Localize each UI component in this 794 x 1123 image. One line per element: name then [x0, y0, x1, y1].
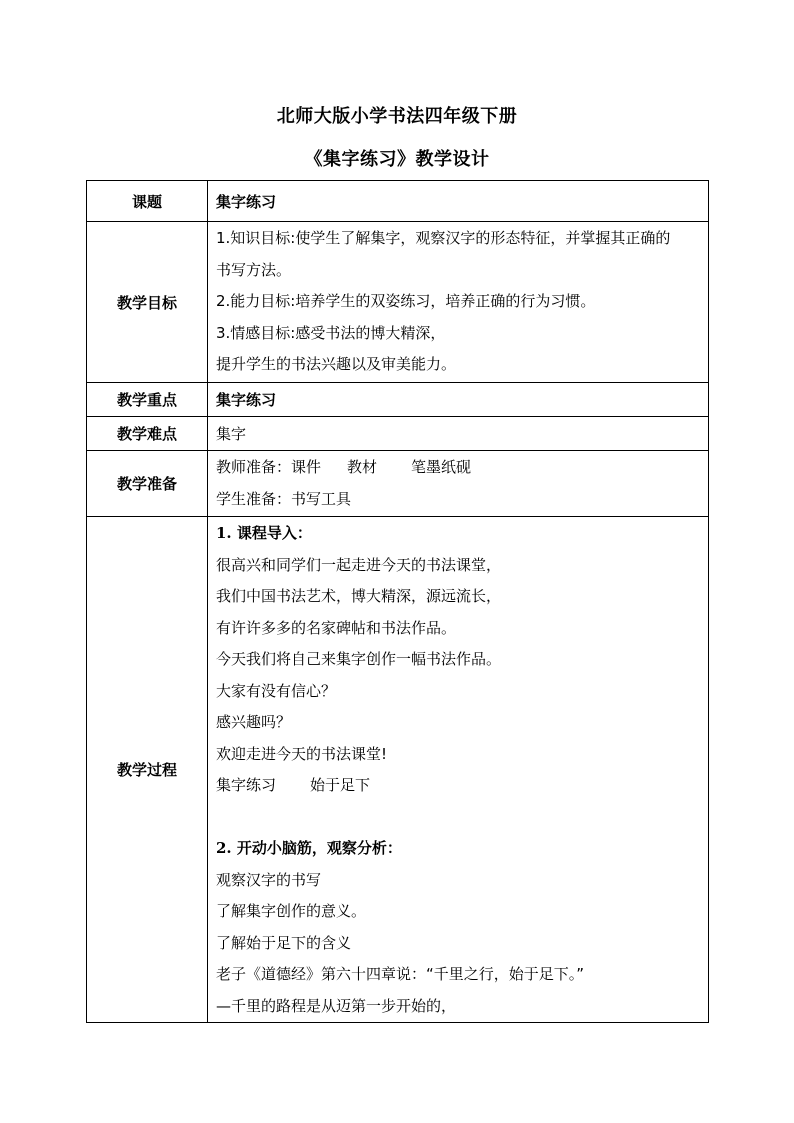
difficulty-value: 集字: [208, 417, 709, 451]
goal-line: 书写方法。: [216, 260, 292, 279]
goal-line: 3.情感目标:感受书法的博大精深，: [216, 323, 446, 342]
process-phrase: 集字练习: [216, 776, 277, 794]
teacher-prep-item: 笔墨纸砚: [411, 458, 472, 476]
table-row-topic: [87, 181, 709, 222]
document-title: 北师大版小学书法四年级下册: [276, 106, 518, 127]
process-phrase: 始于足下: [310, 776, 371, 794]
process-line: 了解集字创作的意义。: [216, 902, 367, 920]
teacher-prep-line: [216, 452, 704, 484]
document-subtitle: 《集字练习》教学设计: [304, 149, 490, 170]
topic-label: 课题: [87, 181, 208, 222]
table-row-goals: [87, 222, 709, 383]
student-prep-line: 学生准备：书写工具: [216, 489, 352, 508]
teacher-prep-prefix: 教师准备：: [216, 458, 292, 476]
process-line: 感兴趣吗？: [216, 713, 292, 731]
process-line: —千里的路程是从迈第一步开始的，: [216, 996, 457, 1015]
process-line: 欢迎走进今天的书法课堂!: [216, 744, 388, 763]
process-line: 我们中国书法艺术，博大精深，源远流长，: [216, 587, 502, 605]
process-line: 老子《道德经》第六十四章说：“千里之行，始于足下。”: [216, 965, 585, 983]
table-row-process: [87, 517, 709, 1023]
goals-label: 教学目标: [87, 222, 208, 383]
process-line: 观察汉字的书写: [216, 870, 322, 889]
lesson-plan-table: [86, 180, 709, 1023]
goal-line: 2.能力目标:培养学生的双姿练习，培养正确的行为习惯。: [216, 292, 596, 311]
table-row-key-point: [87, 383, 709, 417]
goal-line: 提升学生的书法兴趣以及审美能力。: [216, 355, 457, 374]
process-line: [216, 770, 704, 802]
process-content: [208, 517, 709, 1023]
process-line: 了解始于足下的含义: [216, 933, 352, 952]
key-point-value: 集字练习: [208, 383, 709, 417]
section-heading: 1. 课程导入：: [216, 524, 312, 542]
difficulty-label: 教学难点: [87, 417, 208, 451]
process-line: 大家有没有信心？: [216, 681, 337, 700]
teacher-prep-item: 课件: [291, 458, 322, 476]
topic-value: 集字练习: [208, 181, 709, 222]
section-heading: 2. 开动小脑筋，观察分析：: [216, 839, 402, 857]
goal-line: 1.知识目标:使学生了解集字，观察汉字的形态特征，并掌握其正确的: [216, 229, 671, 248]
table-row-preparation: [87, 451, 709, 517]
key-point-label: 教学重点: [87, 383, 208, 417]
preparation-content: [208, 451, 709, 517]
process-label: 教学过程: [87, 517, 208, 1023]
goals-content: [208, 222, 709, 383]
preparation-label: 教学准备: [87, 451, 208, 517]
process-line: 今天我们将自己来集字创作一幅书法作品。: [216, 650, 502, 668]
teacher-prep-item: 教材: [347, 458, 378, 476]
process-line: 有许许多多的名家碑帖和书法作品。: [216, 618, 457, 637]
process-line: 很高兴和同学们一起走进今天的书法课堂，: [216, 555, 502, 574]
blank-line: [216, 802, 704, 834]
table-row-difficulty: [87, 417, 709, 451]
